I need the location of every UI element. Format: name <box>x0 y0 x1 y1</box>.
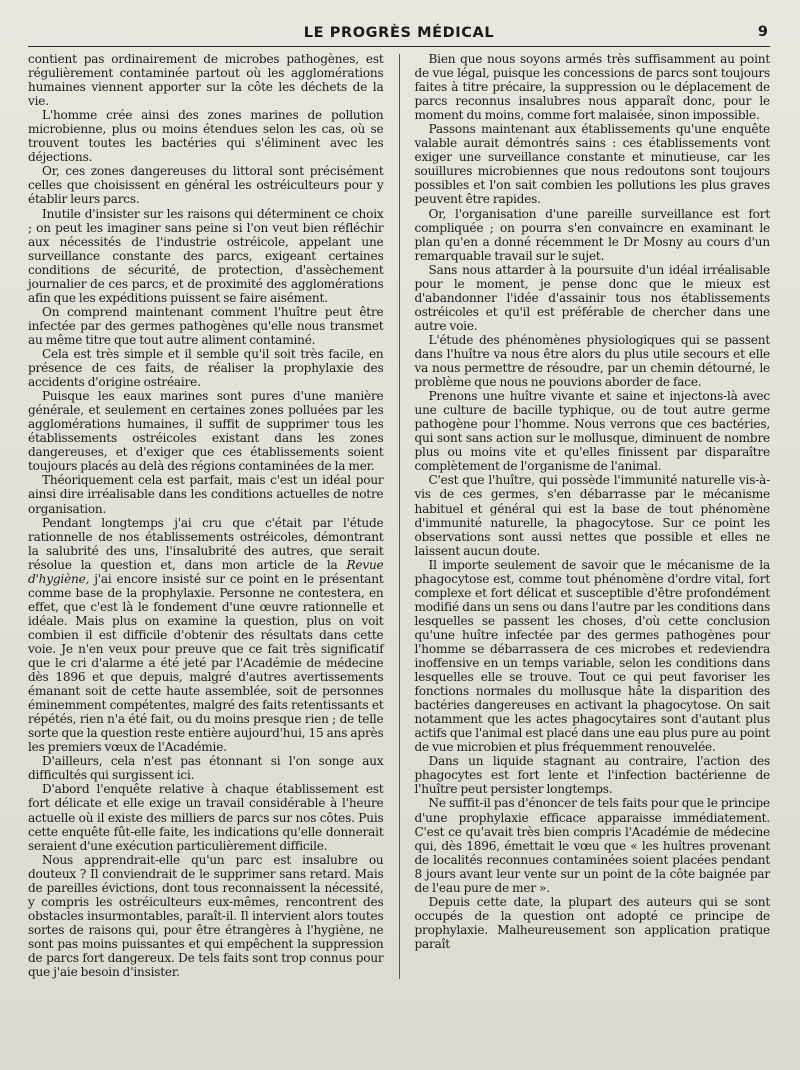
paragraph: D'ailleurs, cela n'est pas étonnant si l'on songe aux difficultés qui surgissent ici. <box>28 754 384 783</box>
paragraph: Il importe seulement de savoir que le mécanisme de la phagocytose est, comme tout phénomène d'ordre vital, fort complexe et fort délicat et susceptible d'être profondément modifié dans un sens ou dans l'autre par les conditions dans lesquelles se passent les choses, d'où cette conclusion qu'une huître infectée par des germes pathogènes pour l'homme se débarrassera de ces microbes et redeviendra inoffensive en un temps variable, selon les conditions dans lesquelles elle se trouve. Tout ce qui peut favoriser les fonctions normales du mollusque hâte la disparition des bactéries dangereuses en activant la phagocytose. On sait notamment que les actes phagocytaires sont d'autant plus actifs que l'animal est placé dans une eau plus pure au point de vue microbien et plus fréquemment renouvelée. <box>414 557 770 755</box>
paragraph: Théoriquement cela est parfait, mais c'est un idéal pour ainsi dire irréalisable dans les conditions actuelles de notre organisation. <box>28 473 384 516</box>
paragraph: Inutile d'insister sur les raisons qui déterminent ce choix ; on peut les imaginer sans peine si l'on veut bien réfléchir aux nécessités de l'industrie ostréicole, appelant une surveillance constante des parcs, exigeant certaines conditions de sécurité, de protection, d'assèchement journalier de ces parcs, et de proximité des agglomérations afin que les expéditions puissent se faire aisément. <box>28 206 384 305</box>
paragraph: Cela est très simple et il semble qu'il soit très facile, en présence de ces faits, de réaliser la prophylaxie des accidents d'origine ostréaire. <box>28 346 384 390</box>
header-rule <box>28 46 770 47</box>
paragraph: Or, l'organisation d'une pareille surveillance est fort compliquée ; on pourra s'en convaincre en examinant le plan qu'en a donné récemment le Dr Mosny au cours d'un remarquable travail sur le sujet. <box>414 206 770 263</box>
paragraph: Nous apprendrait-elle qu'un parc est insalubre ou douteux ? Il conviendrait de le supprimer sans retard. Mais de pareilles évictions, dont tous reconnaissent la nécessité, y compris les ostréiculteurs eux-mêmes, rencontrent des obstacles insurmontables, paraît-il. Il intervient alors toutes sortes de raisons qui, pour être étrangères à l'hygiène, ne sont pas moins puissantes et qui empêchent la suppression de parcs fort dangereux. De tels faits sont trop connus pour que j'aie besoin d'insister. <box>28 852 384 980</box>
paragraph-text: j'ai encore insisté sur ce point en le présentant comme base de la prophylaxie. Personne ne contestera, en effet, que c'est là le fondement d'une œuvre rationnelle et idéale. Mais plus on examine la question, plus on voit combien il est difficile d'obtenir des résultats dans cette voie. Je n'en veux pour preuve que ce fait très significatif que le cri d'alarme a été jeté par l'Académie de médecine dès 1896 et que depuis, malgré d'autres avertissements émanant soit de cette haute assemblée, soit de personnes éminemment compétentes, malgré des faits retentissants et répétés, rien n'a été fait, ou du moins presque rien ; de telle sorte que la question reste entière aujourd'hui, 15 ans après les premiers vœux de l'Académie. <box>28 571 384 755</box>
page-number: 9 <box>757 24 768 40</box>
paragraph: contient pas ordinairement de microbes pathogènes, est régulièrement contaminée partout où les agglomérations humaines viennent apporter sur la côte les déchets de la vie. <box>28 52 384 109</box>
page-header <box>28 22 770 44</box>
paragraph: On comprend maintenant comment l'huître peut être infectée par des germes pathogènes qu'elle nous transmet au même titre que tout autre aliment contaminé. <box>28 304 384 347</box>
text-columns <box>28 52 770 979</box>
paragraph: Prenons une huître vivante et saine et injectons-là avec une culture de bacille typhique, ou de tout autre germe pathogène pour l'homme. Nous verrons que ces bactéries, qui sont sans action sur le mollusque, diminuent de nombre plus ou moins vite et qu'elles finissent par disparaître complètement de l'organisme de l'animal. <box>414 389 770 474</box>
paragraph: Bien que nous soyons armés très suffisamment au point de vue légal, puisque les concessions de parcs sont toujours faites à titre précaire, la suppression ou le déplacement de parcs reconnus insalubres nous apparaît donc, pour le moment du moins, comme fort malaisée, sinon impossible. <box>414 52 770 123</box>
right-column <box>409 52 771 979</box>
paragraph: Or, ces zones dangereuses du littoral sont précisément celles que choisissent en général les ostréiculteurs pour y établir leurs parcs. <box>28 164 384 207</box>
column-divider <box>399 54 400 979</box>
paragraph: Sans nous attarder à la poursuite d'un idéal irréalisable pour le moment, je pense donc que le mieux est d'abandonner l'idée d'assainir tous nos établissements ostréicoles et qu'il est préférable de chercher dans une autre voie. <box>414 262 770 333</box>
journal-title: LE PROGRÈS MÉDICAL <box>303 25 495 41</box>
left-column <box>28 52 390 979</box>
paragraph-revue-hygiene <box>28 516 384 755</box>
paragraph: Ne suffit-il pas d'énoncer de tels faits pour que le principe d'une prophylaxie efficace apparaisse immédiatement. C'est ce qu'avait très bien compris l'Académie de médecine qui, dès 1896, émettait le vœu que « les huîtres provenant de localités reconnues contaminées soient placées pendant 8 jours avant leur vente sur un point de la côte baignée par de l'eau pure de mer ». <box>414 796 770 895</box>
paragraph: Puisque les eaux marines sont pures d'une manière générale, et seulement en certaines zones polluées par les agglomérations humaines, il suffit de supprimer tous les établissements ostréicoles existant dans les zones dangereuses, et d'exiger que ces établissements soient toujours placés au delà des régions contaminées de la mer. <box>28 389 384 474</box>
paragraph: D'abord l'enquête relative à chaque établissement est fort délicate et elle exige un travail considérable à l'heure actuelle où il existe des milliers de parcs sur nos côtes. Puis cette enquête fût-elle faite, les indications qu'elle donnerait seraient d'une exécution particulièrement difficile. <box>28 782 384 853</box>
paragraph: C'est que l'huître, qui possède l'immunité naturelle vis-à-vis de ces germes, s'en débarrasse par le mécanisme habituel et général qui est la base de tout phénomène d'immunité naturelle, la phagocytose. Sur ce point les observations sont aussi nettes que possible et elles ne laissent aucun doute. <box>414 473 770 558</box>
journal-reference: Revue d'hygiène, <box>28 557 384 586</box>
paragraph: Depuis cette date, la plupart des auteurs qui se sont occupés de la question ont adopté ce principe de prophylaxie. Malheureusement son application pratique paraît <box>414 894 770 951</box>
paragraph-text: Pendant longtemps j'ai cru que c'était par l'étude rationnelle de nos établissements ostréicoles, démontrant la salubrité des uns, l'insalubrité des autres, que serait résolue la question et, dans mon article de la <box>28 515 384 572</box>
paragraph: Passons maintenant aux établissements qu'une enquête valable aurait démontrés sains : ces établissements vont exiger une surveillance constante et minutieuse, car les souillures microbiennes que nous redoutons sont toujours possibles et l'on sait combien les pollutions les plus graves peuvent être rapides. <box>414 122 770 207</box>
paragraph: L'étude des phénomènes physiologiques qui se passent dans l'huître va nous être alors du plus utile secours et elle va nous permettre de résoudre, par un chemin détourné, le problème que nous ne pouvions aborder de face. <box>414 332 770 390</box>
paragraph: L'homme crée ainsi des zones marines de pollution microbienne, plus ou moins étendues selon les cas, où se trouvent toutes les bactéries qui s'éliminent avec les déjections. <box>28 108 384 165</box>
paragraph: Dans un liquide stagnant au contraire, l'action des phagocytes est fort lente et l'infection bactérienne de l'huître peut persister longtemps. <box>414 754 770 797</box>
